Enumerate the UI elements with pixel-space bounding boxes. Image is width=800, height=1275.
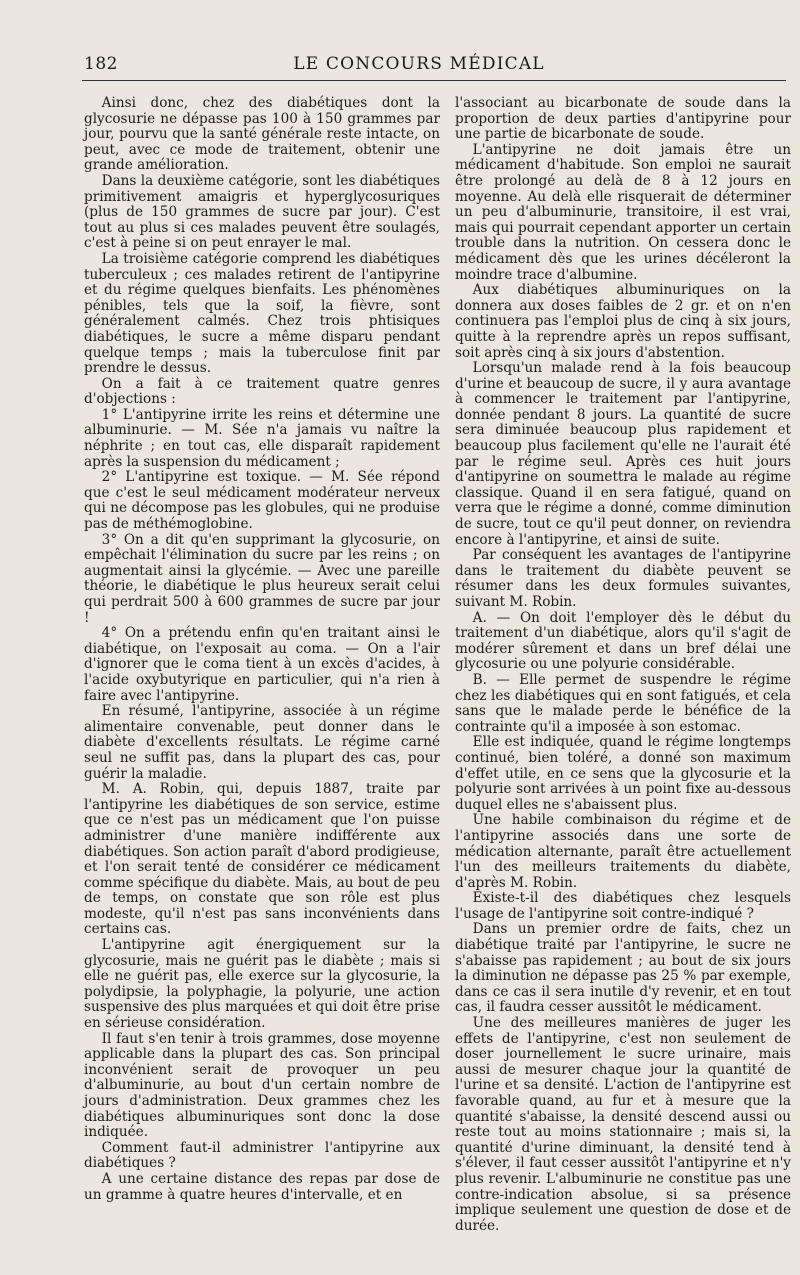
paragraph: Elle est indiquée, quand le régime longtemps continué, bien toléré, a donné son maximum d'effet utile, en ce sens que la glycosurie et la polyurie sont arrivées à un point fixe au-dessous duquel elles ne s'abaissent plus.: [455, 734, 791, 813]
paragraph: En résumé, l'antipyrine, associée à un régime alimentaire convenable, peut donner dans le diabète d'excellents résultats. Le régime carné seul ne suffit pas, dans la plupart des cas, pour guérir la maladie.: [84, 703, 440, 782]
paragraph: M. A. Robin, qui, depuis 1887, traite par l'antipyrine les diabétiques de son service, estime que ce n'est pas un médicament que l'on puisse administrer d'une manière indifférente aux diabétiques. Son action paraît d'abord prodigieuse, et l'on serait tenté de considérer ce médicament comme spécifique du diabète. Mais, au bout de peu de temps, on constate que son rôle est plus modeste, qu'il n'est pas sans inconvénients dans certains cas.: [84, 781, 440, 938]
paragraph: L'antipyrine ne doit jamais être un médicament d'habitude. Son emploi ne saurait être prolongé au delà de 8 à 12 jours en moyenne. Au delà elle risquerait de déterminer un peu d'albuminurie, transitoire, il est vrai, mais qui pourrait cependant apporter un certain trouble dans la nutrition. On cessera donc le médicament dès que les urines décéleront la moindre trace d'albumine.: [455, 141, 791, 283]
paragraph: Dans un premier ordre de faits, chez un diabétique traité par l'antipyrine, le sucre ne s'abaisse pas rapidement ; au bout de six jours la diminution ne dépasse pas 25 % par exemple, dans ce cas il sera inutile d'y revenir, et en tout cas, il faudra cesser aussitôt le médicament.: [455, 921, 791, 1016]
paragraph: 1° L'antipyrine irrite les reins et détermine une albuminurie. — M. Sée n'a jamais vu naître la néphrite ; en tout cas, elle disparaît rapidement après la suspension du médicament ;: [84, 406, 440, 470]
paragraph: Lorsqu'un malade rend à la fois beaucoup d'urine et beaucoup de sucre, il y aura avantage à commencer le traitement par l'antipyrine, donnée pendant 8 jours. La quantité de sucre sera diminuée beaucoup plus rapidement et beaucoup plus facilement qu'elle ne l'aurait été par le régime seul. Après ces huit jours d'antipyrine on soumettra le malade au régime classique. Quand il en sera fatigué, quand on verra que le régime a donné, comme diminution de sucre, tout ce qu'il peut donner, on reviendra encore à l'antipyrine, et ainsi de suite.: [455, 360, 791, 548]
header-rule: [82, 80, 786, 81]
paragraph: 4° On a prétendu enfin qu'en traitant ainsi le diabétique, on l'exposait au coma. — On a l'air d'ignorer que le coma tient à un excès d'acides, à l'acide oxybutyrique en particulier, qui n'a rien à faire avec l'antipyrine.: [84, 625, 440, 704]
page-header: [84, 54, 784, 78]
paragraph: 3° On a dit qu'en supprimant la glycosurie, on empêchait l'élimination du sucre par les reins ; on augmentait ainsi la glycémie. — Avec une pareille théorie, le diabétique le plus heureux serait celui qui perdrait 500 à 600 grammes de sucre par jour !: [84, 531, 440, 626]
page-number: 182: [84, 54, 118, 74]
journal-title: LE CONCOURS MÉDICAL: [293, 54, 545, 74]
paragraph: L'antipyrine agit énergiquement sur la glycosurie, mais ne guérit pas le diabète ; mais si elle ne guérit pas, elle exerce sur la glycosurie, la polydipsie, la polyphagie, la polyurie, une action suspensive des plus marquées et qui doit être prise en sérieuse considération.: [84, 937, 440, 1032]
paragraph: Ainsi donc, chez des diabétiques dont la glycosurie ne dépasse pas 100 à 150 grammes par jour, pourvu que la santé générale reste intacte, on peut, avec ce mode de traitement, obtenir une grande amélioration.: [84, 95, 440, 174]
paragraph: Une des meilleures manières de juger les effets de l'antipyrine, c'est non seulement de doser journellement le sucre urinaire, mais aussi de mesurer chaque jour la quantité de l'urine et sa densité. L'action de l'antipyrine est favorable quand, au fur et à mesure que la quantité s'abaisse, la densité descend aussi ou reste tout au moins stationnaire ; mais si, la quantité d'urine diminuant, la densité tend à s'élever, il faut cesser aussitôt l'antipyrine et n'y plus revenir. L'albuminurie ne constitue pas une contre-indication absolue, si sa présence implique seulement une question de dose et de durée.: [455, 1015, 791, 1234]
paragraph: La troisième catégorie comprend les diabétiques tuberculeux ; ces malades retirent de l'antipyrine et du régime quelques bienfaits. Les phénomènes pénibles, tels que la soif, la fièvre, sont généralement calmés. Chez trois phtisiques diabétiques, le sucre a même disparu pendant quelque temps ; mais la tuberculose finit par prendre le dessus.: [84, 250, 440, 377]
paragraph: Par conséquent les avantages de l'antipyrine dans le traitement du diabète peuvent se résumer dans les deux formules suivantes, suivant M. Robin.: [455, 547, 791, 610]
paragraph: Dans la deuxième catégorie, sont les diabétiques primitivement amaigris et hyperglycosuriques (plus de 150 grammes de sucre par jour). C'est tout au plus si ces malades peuvent être soulagés, c'est à peine si on peut enrayer le mal.: [84, 172, 440, 252]
paragraph: A. — On doit l'employer dès le début du traitement d'un diabétique, alors qu'il s'agit de modérer sûrement et dans un bref délai une glycosurie ou une polyurie considérable.: [455, 609, 791, 673]
paragraph: Une habile combinaison du régime et de l'antipyrine associés dans une sorte de médication alternante, paraît être actuellement l'un des meilleurs traitements du diabète, d'après M. Robin.: [455, 812, 791, 891]
paragraph: Comment faut-il administrer l'antipyrine aux diabétiques ?: [84, 1139, 440, 1172]
paragraph: l'associant au bicarbonate de soude dans la proportion de deux parties d'antipyrine pour une partie de bicarbonate de soude.: [455, 95, 791, 143]
paragraph: Aux diabétiques albuminuriques on la donnera aux doses faibles de 2 gr. et on n'en continuera pas l'emploi plus de cinq à six jours, quitte à la reprendre après un repos suffisant, soit après cinq à six jours d'abstention.: [455, 282, 791, 361]
paragraph: A une certaine distance des repas par dose de un gramme à quatre heures d'intervalle, et en: [84, 1170, 440, 1203]
left-column: [84, 96, 440, 1203]
paragraph: Existe-t-il des diabétiques chez lesquels l'usage de l'antipyrine soit contre-indiqué ?: [455, 890, 791, 922]
paragraph: On a fait à ce traitement quatre genres d'objections :: [84, 375, 440, 408]
right-column: [455, 96, 791, 1234]
paragraph: Il faut s'en tenir à trois grammes, dose moyenne applicable dans la plupart des cas. Son principal inconvénient serait de provoquer un peu d'albuminurie, au bout d'un certain nombre de jours d'administration. Deux grammes chez les diabétiques albuminuriques sont donc la dose indiquée.: [84, 1030, 440, 1141]
paragraph: B. — Elle permet de suspendre le régime chez les diabétiques qui en sont fatigués, et cela sans que le malade perde le bénéfice de la contrainte qu'il a imposée à son estomac.: [455, 671, 791, 735]
paragraph: 2° L'antipyrine est toxique. — M. Sée répond que c'est le seul médicament modérateur nerveux qui ne décompose pas les globules, qui ne produise pas de méthémoglobine.: [84, 469, 440, 533]
